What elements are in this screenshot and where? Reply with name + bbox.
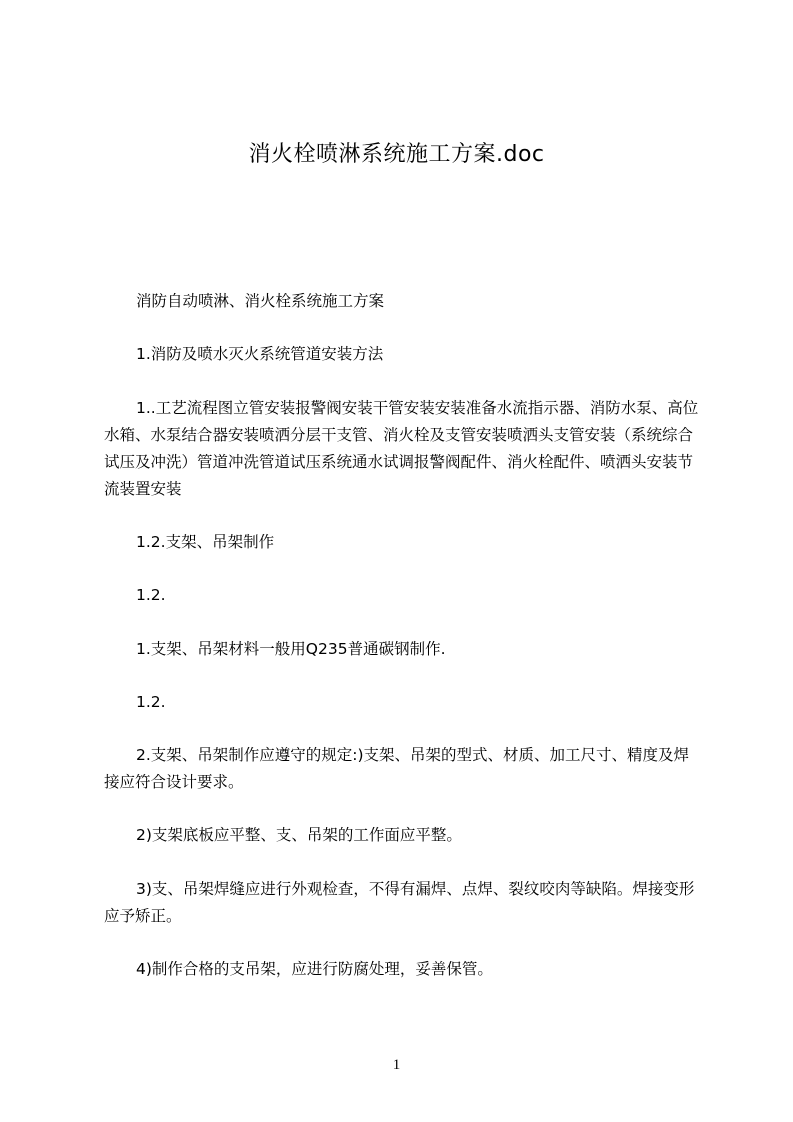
document-title: 消火栓喷淋系统施工方案.doc bbox=[248, 142, 545, 167]
paragraph: 3)支、吊架焊缝应进行外观检查，不得有漏焊、点焊、裂纹咬肉等缺陷。焊接变形应予矫正。 bbox=[104, 880, 695, 925]
paragraph: 1.2. bbox=[136, 693, 166, 711]
paragraph: 1.消防及喷水灭火系统管道安装方法 bbox=[136, 345, 384, 363]
paragraph: 1.2.支架、吊架制作 bbox=[136, 533, 275, 551]
paragraph: 2)支架底板应平整、支、吊架的工作面应平整。 bbox=[136, 826, 462, 844]
paragraph: 2.支架、吊架制作应遵守的规定:)支架、吊架的型式、材质、加工尺寸、精度及焊接应符合设计要求。 bbox=[104, 746, 690, 791]
page-number: 1 bbox=[392, 1057, 401, 1073]
paragraph: 1.2. bbox=[136, 586, 166, 604]
paragraph: 消防自动喷淋、消火栓系统施工方案 bbox=[136, 292, 385, 310]
paragraph: 1.支架、吊架材料一般用Q235普通碳钢制作. bbox=[136, 640, 446, 658]
paragraph: 1..工艺流程图立管安装报警阀安装干管安装安装准备水流指示器、消防水泵、高位水箱、水泵结合器安装喷洒分层干支管、消火栓及支管安装喷洒头支管安装（系统综合试压及冲洗）管道冲洗管道试压系统通水试调报警阀配件、消火栓配件、喷洒头安装节流装置安装 bbox=[104, 399, 699, 498]
paragraph: 4)制作合格的支吊架，应进行防腐处理，妥善保管。 bbox=[136, 960, 493, 978]
